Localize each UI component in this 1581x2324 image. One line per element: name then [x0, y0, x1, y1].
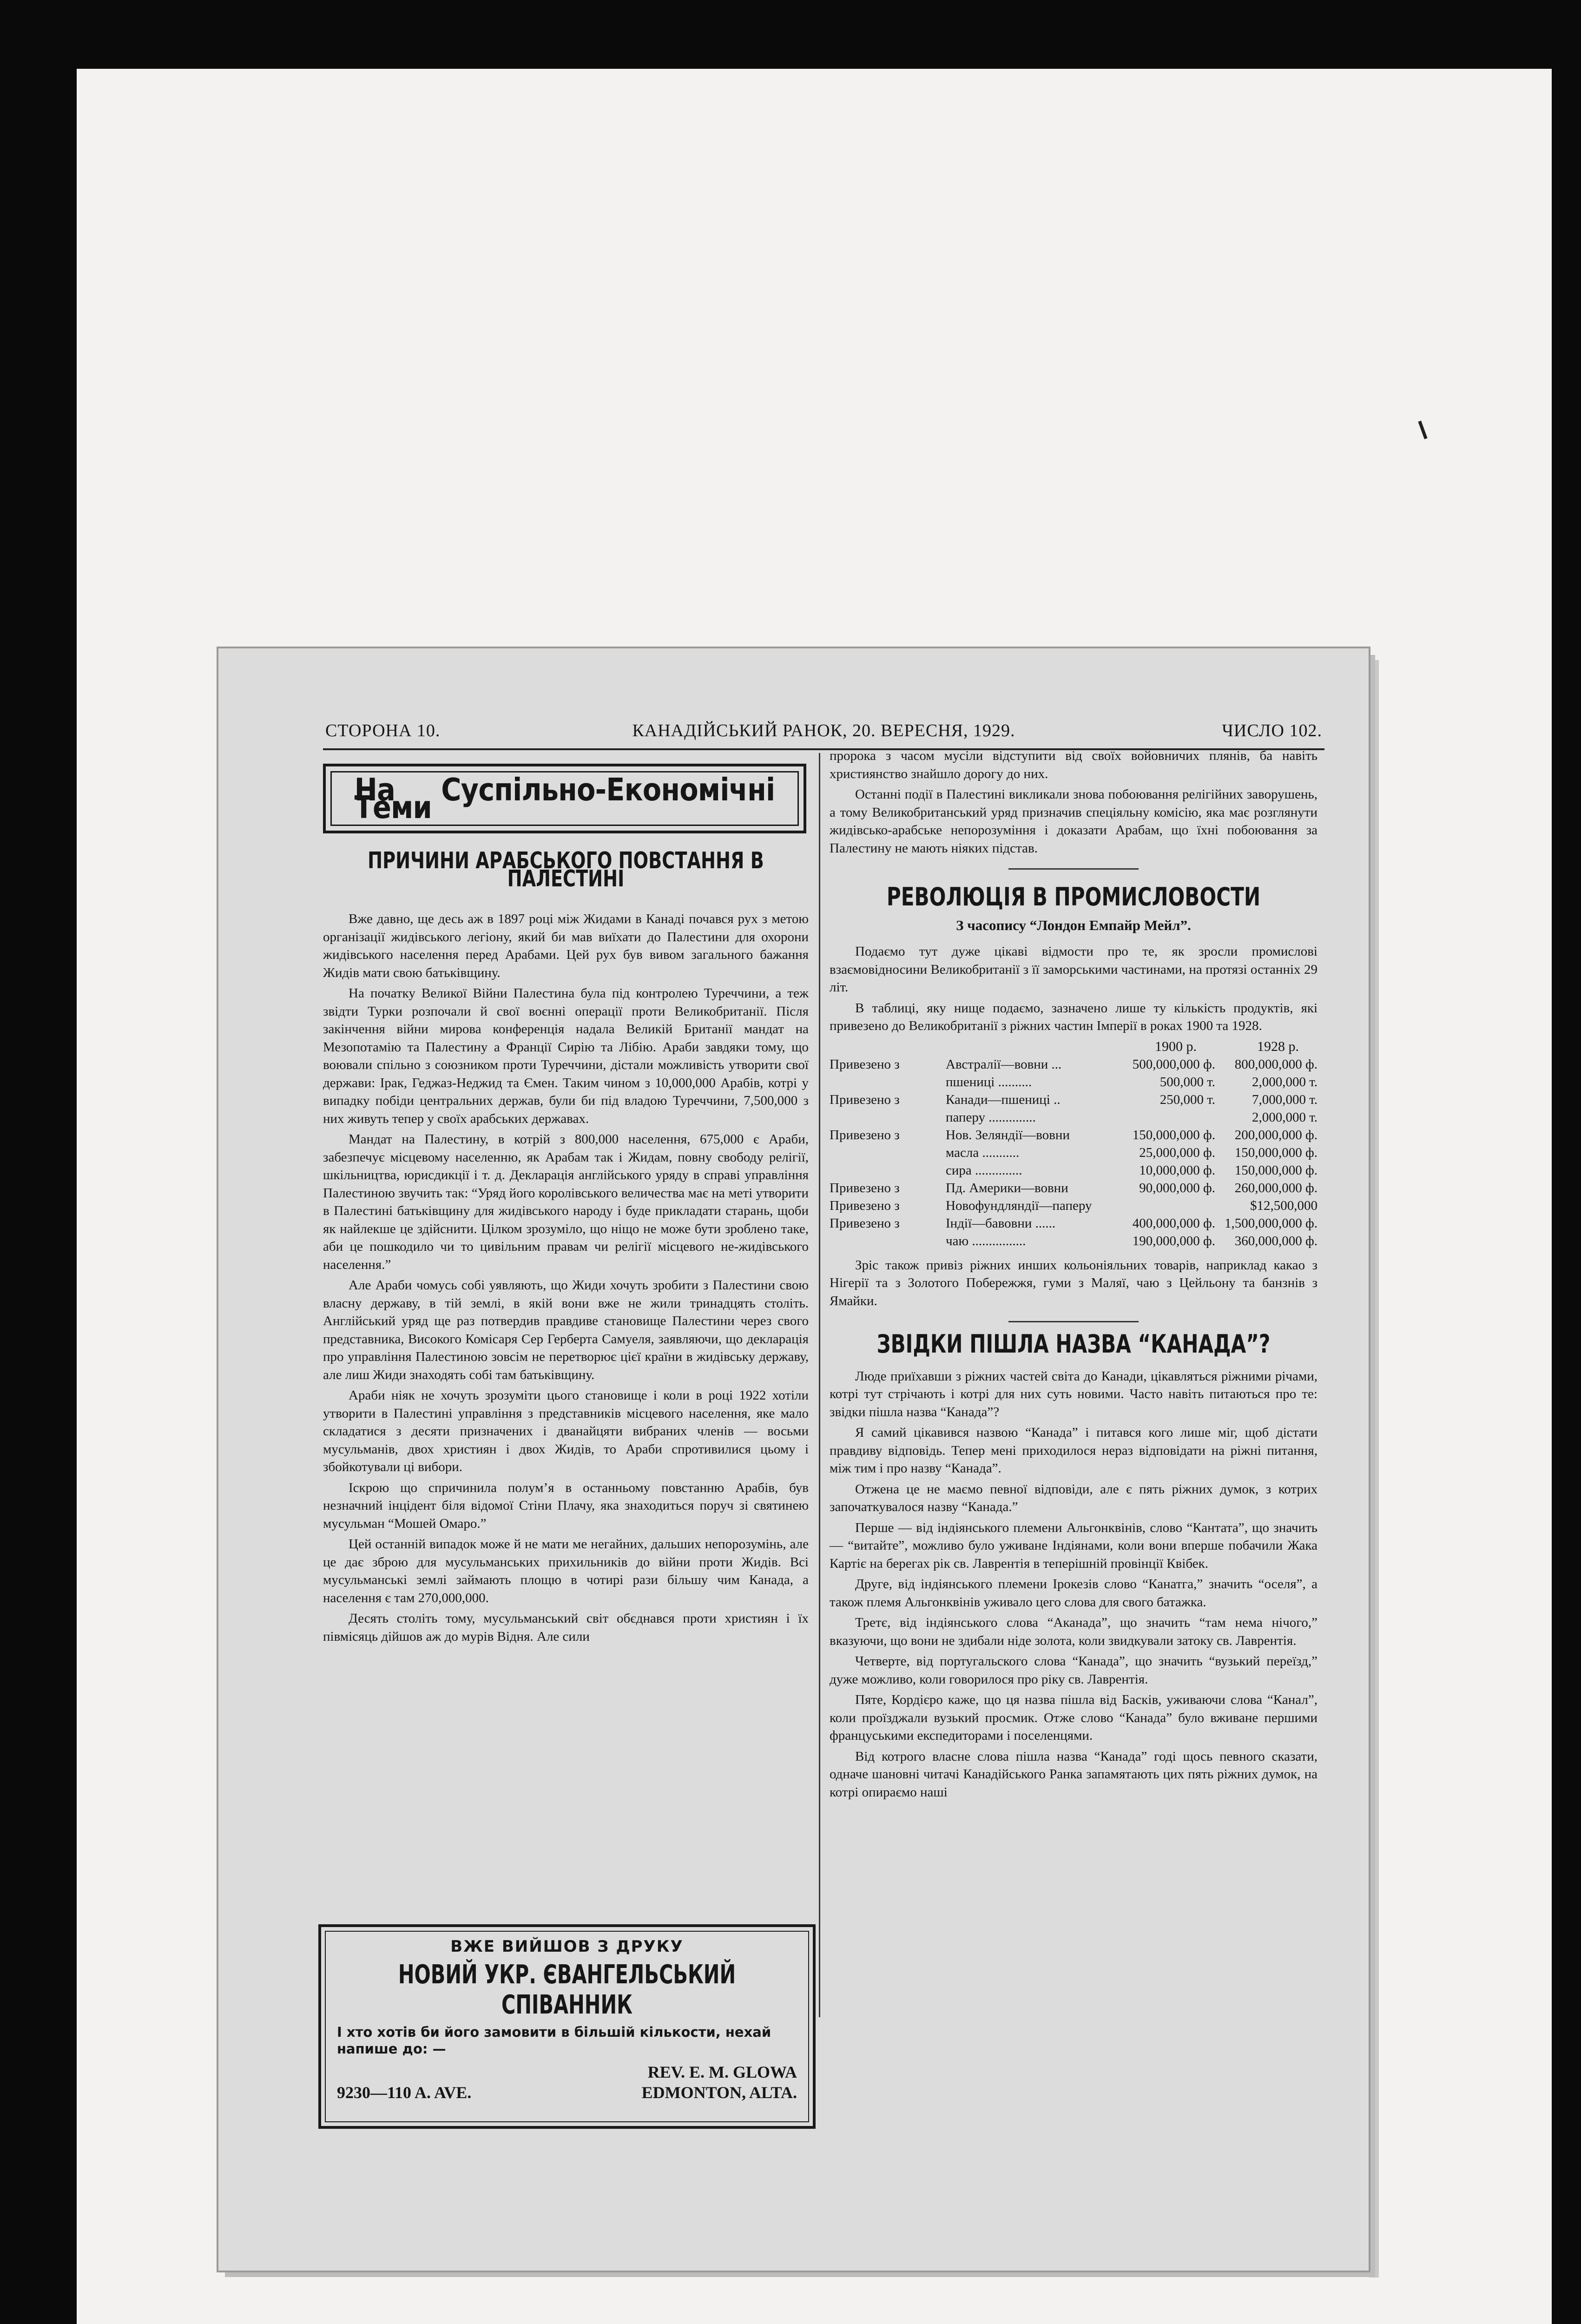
- article-paragraph: Араби ніяк не хочуть зрозуміти цього становище і коли в році 1922 хотіли утворити в Палестині управління з представників місцевого населення, яке мало складатися з десяти призначених і дванайцяти вибраних членів — восьми мусульманів, двох християн і двох Жидів, то Араби спротивилися цьому і збойкотували ці вибори.: [323, 1388, 809, 1474]
- article-paragraph: В таблиці, яку нище подаємо, зазначено лише ту кількість продуктів, які привезено до Великобританії з ріжних частин Імперії в роках 1900 та 1928.: [830, 1000, 1318, 1033]
- row-value-1928: 2,000,000 т.: [1252, 1109, 1318, 1125]
- table-row: [830, 1056, 1318, 1073]
- table-row: [830, 1144, 1318, 1162]
- newspaper-page: [218, 648, 1369, 2271]
- table-row: [830, 1197, 1318, 1215]
- article-paragraph: Люде приїхавши з ріжних частей світа до Канади, цікавляться ріжними річами, котрі тут стрічають і котрі для них суть новими. Часто навіть питаються про те: звідки пішла назва “Канада”?: [830, 1368, 1318, 1419]
- masthead-date: КАНАДІЙСЬКИЙ РАНОК, 20. ВЕРЕСНЯ, 1929.: [632, 721, 1015, 740]
- article-paragraph: Третє, від індіянського слова “Аканада”, що значить “там нема нічого,” вказуючи, що вони не здибали ніде золота, коли звидкували затоку св. Лаврентія.: [830, 1615, 1318, 1648]
- row-value-1928: 200,000,000 ф.: [1234, 1127, 1318, 1142]
- row-label: Привезено з: [830, 1092, 900, 1107]
- row-label: Привезено з: [830, 1198, 900, 1213]
- article-headline-canada: ЗВІДКИ ПІШЛА НАЗВА “КАНАДА”?: [876, 1329, 1271, 1359]
- article-paragraph: Але Араби чомусь собі уявляють, що Жиди хочуть зробити з Палестини свою власну державу, в тій землі, в якій вони вже не жили тринадцять століть. Англійський уряд ще раз потвердив правдиве становище Палестини через свого представника, Високого Комісаря Сер Герберта Самуеля, заявляючи, що декларація про управління Палестиною зовсім не перетворює цієї країни в жидівську державу, але лиш Жиди знаходять собі там батьківщину.: [323, 1278, 809, 1382]
- row-value-1928: 7,000,000 т.: [1252, 1092, 1318, 1107]
- page-header: [325, 720, 1322, 744]
- row-product: чаю ................: [946, 1233, 1026, 1248]
- article-paragraph: Мандат на Палестину, в котрій з 800,000 населення, 675,000 є Араби, забезпечує місцевому населенню, як Арабам так і Жидам, повну свободу релігії, шкільництва, юрисдикції і т. д. Декларація англійського уряду в справі управління Палестиною звучить так: “Уряд його королівського величества має на меті утворити в Палестині батьківщину для жидівського народу і буде прикладати старань, щоби як найлекше це здійснити. Цілком зрозуміло, що ніщо не може бути зроблено таке, аби це пошкодило чи то цивільним правам чи релігії місцевого не-жидівського населення.”: [323, 1132, 809, 1272]
- ad-instructions: І хто хотів би його замовити в більшій кількости, нехай напише до: —: [337, 2024, 771, 2057]
- row-value-1928: 360,000,000 ф.: [1234, 1233, 1318, 1248]
- row-value-1900: 150,000,000 ф.: [1132, 1127, 1215, 1142]
- right-column: [830, 747, 1318, 1804]
- row-product: Індії—бавовни ......: [946, 1215, 1056, 1231]
- row-label: Привезено з: [830, 1180, 900, 1195]
- table-row: [830, 1091, 1318, 1109]
- article-separator: [1008, 1321, 1139, 1322]
- row-product: Нов. Зеляндії—вовни: [946, 1127, 1070, 1142]
- page-number: СТОРОНА 10.: [325, 721, 441, 740]
- ad-announcement: ВЖЕ ВИЙШОВ З ДРУКУ: [450, 1937, 684, 1956]
- page-stack-edge: [1369, 660, 1379, 2278]
- row-product: Пд. Америки—вовни: [946, 1180, 1068, 1195]
- row-value-1900: [1122, 1109, 1215, 1126]
- article-separator: [1008, 868, 1139, 870]
- row-label: Привезено з: [830, 1056, 900, 1072]
- article-paragraph: Іскрою що спричинила полум’я в останньому повстанню Арабів, був незначний інцідент біля відомої Стіни Плачу, яка знаходиться поруч зі святинею мусульман “Мошей Омаро.”: [323, 1480, 809, 1531]
- imports-table: [830, 1038, 1318, 1250]
- row-value-1928: $12,500,000: [1250, 1198, 1318, 1213]
- article-headline-industry: РЕВОЛЮЦІЯ В ПРОМИСЛОВОСТИ: [886, 882, 1261, 911]
- row-product: паперу ..............: [946, 1109, 1036, 1125]
- row-label: Привезено з: [830, 1215, 900, 1231]
- row-product: Канади—пшениці ..: [946, 1092, 1061, 1107]
- row-value-1900: 190,000,000 ф.: [1132, 1233, 1215, 1248]
- article-headline-arab-uprising: ПРИЧИНИ АРАБСЬКОГО ПОВСТАННЯ В ПАЛЕСТИНІ: [368, 847, 764, 892]
- article-paragraph: На початку Великої Війни Палестина була під контролею Туреччини, а теж звідти Турки розпочали й свої воєнні операції проти Великобританії. Після закінчення війни мирова конференція надала Великій Британії мандат на Мезопотамію та Палестину а Франції Сирію та Лібію. Араби завдяки тому, що воювали спільно з союзником проти Туреччини, дістали можливість утворити свої держави: Ірак, Геджаз-Неджид та Ємен. Таким чином з 10,000,000 Арабів, котрі у випадку побіди центральних держав, були би під владою Туреччини, 7,500,000 з них живуть тепер у своїх арабських державах.: [323, 986, 809, 1126]
- row-value-1928: 1,500,000,000 ф.: [1224, 1215, 1318, 1231]
- row-label: Привезено з: [830, 1127, 900, 1142]
- section-banner: [323, 764, 806, 833]
- column-divider: [819, 753, 820, 2017]
- row-value-1900: 10,000,000 ф.: [1139, 1162, 1215, 1178]
- row-value-1900: [1122, 1197, 1215, 1215]
- row-value-1928: 150,000,000 ф.: [1234, 1162, 1318, 1178]
- issue-number: ЧИСЛО 102.: [1222, 721, 1322, 740]
- article-paragraph: Я самий цікавився назвою “Канада” і питався кого лише міг, щоб дістати правдиву відповідь. Тепер мені приходилося нераз відповідати на ріжні питання, між тим і про назву “Канада”.: [830, 1425, 1318, 1476]
- row-label: [830, 1109, 946, 1126]
- ad-title: НОВИЙ УКР. ЄВАНГЕЛЬСЬКИЙ СПІВАННИК: [398, 1960, 736, 2020]
- article-paragraph: Отжена це не маємо певної відповіди, але є пять ріжних думок, з котрих започаткувалося назву “Канада.”: [830, 1481, 1318, 1514]
- row-value-1900: 400,000,000 ф.: [1132, 1215, 1215, 1231]
- row-value-1928: 150,000,000 ф.: [1234, 1145, 1318, 1160]
- row-label: [830, 1232, 946, 1250]
- article-paragraph: Подаємо тут дуже цікаві відмости про те, як зросли промислові взаємовідносини Великобританії з її заморськими частинами, на протязі останніх 29 літ.: [830, 944, 1318, 995]
- continuation-paragraph: пророка з часом мусіли відступити від своїх войовничих плянів, ба навіть християнство знайшло дорогу до них.: [830, 748, 1318, 781]
- article-paragraph: Від котрого власне слова пішла назва “Канада” годі щось певного сказати, одначе шановні читачі Канадійського Ранка запамятають цих пять ріжних думок, на котрі опираємо наші: [830, 1749, 1318, 1800]
- article-paragraph: Перше — від індіянського племени Альгонквінів, слово “Кантата”, що значить — “витайте”, можливо було уживане Індіянами, коли вони вперше побачили Жака Картіє на берегах рік св. Лаврентія в теперішній провінції Квібек.: [830, 1520, 1318, 1571]
- row-value-1900: 500,000,000 ф.: [1132, 1056, 1215, 1072]
- year-1928-header: 1928 р.: [1257, 1038, 1299, 1054]
- hymnal-advertisement: [318, 1924, 816, 2129]
- table-row: [830, 1109, 1318, 1126]
- row-value-1928: 2,000,000 т.: [1252, 1074, 1318, 1089]
- row-label: [830, 1073, 946, 1091]
- row-product: Австралії—вовни ...: [946, 1056, 1062, 1072]
- table-row: [830, 1179, 1318, 1197]
- year-1900-header: 1900 р.: [1155, 1038, 1197, 1054]
- row-label: [830, 1162, 946, 1179]
- table-row: [830, 1073, 1318, 1091]
- table-row: [830, 1215, 1318, 1232]
- table-header-row: [830, 1038, 1318, 1056]
- ad-street: 9230—110 A. AVE.: [337, 2083, 472, 2102]
- section-banner-title: На Суспільно-Економічні Теми: [354, 771, 775, 825]
- row-product: сира ..............: [946, 1162, 1022, 1178]
- row-value-1928: 260,000,000 ф.: [1234, 1180, 1318, 1195]
- row-value-1900: 90,000,000 ф.: [1139, 1180, 1215, 1195]
- article-paragraph: Четверте, від португальского слова “Канада”, що значить “вузький переїзд,” дуже можливо, коли говорилося про ріку св. Лаврентія.: [830, 1654, 1318, 1687]
- row-product: пшениці ..........: [946, 1074, 1032, 1089]
- row-value-1900: 25,000,000 ф.: [1139, 1145, 1215, 1160]
- table-row: [830, 1232, 1318, 1250]
- ad-contact-row: [337, 2062, 797, 2082]
- article-paragraph: Вже давно, ще десь аж в 1897 році між Жидами в Канаді почався рух з метою організації жидівського легіону, який би мав виїхати до Палестини для охорони жидівського населення перед Арабами. Цей рух був вивом загального бажання Жидів мати свою батьківщину.: [323, 911, 809, 980]
- article-paragraph: Друге, від індіянського племени Ірокезів слово “Канатга,” значить “оселя”, а також племя Альгонквінів уживало цего слова для свого батажка.: [830, 1577, 1318, 1610]
- row-label: [830, 1144, 946, 1162]
- row-value-1900: 250,000 т.: [1159, 1092, 1215, 1107]
- table-row: [830, 1126, 1318, 1144]
- row-value-1928: 800,000,000 ф.: [1234, 1056, 1318, 1072]
- row-product: Новофундляндії—паперу: [946, 1198, 1092, 1213]
- article-paragraph: Десять століть тому, мусульманський світ обєднався проти християн і їх півмісяць дійшов аж до мурів Відня. Але сили: [323, 1611, 809, 1644]
- article-paragraph: Цей останній випадок може й не мати ме негайних, дальших непорозумінь, але це дає зброю для мусульманських прихильників до війни проти Жидів. Всі мусульманські землі займають площю в чотирі рази більшу чим Канада, а населення є там 270,000,000.: [323, 1537, 809, 1605]
- left-column: [323, 764, 809, 1648]
- article-paragraph: Зріс також привіз ріжних инших кольоніяльних товарів, наприклад какао з Нігерії та з Золотого Побережжя, гуми з Маляї, чаю з Цейльону та банзнів з Ямайки.: [830, 1257, 1318, 1308]
- row-value-1900: 500,000 т.: [1159, 1074, 1215, 1089]
- continuation-paragraph: Останні події в Палестині викликали знова побоювання релігійних заворушень, а тому Великобританський уряд призначив спеціяльну комісію, яка має розглянути жидівсько-арабське непорозуміння і доказати Арабам, що їхні побоювання за Палестину не мають ніяких підстав.: [830, 787, 1318, 856]
- ad-contact-name: REV. E. M. GLOWA: [647, 2063, 797, 2081]
- article-paragraph: Пяте, Кордієро каже, що ця назва пішла від Басків, уживаючи слова “Канал”, коли проїзджали вузький просмик. Отже слово “Канада” було вживане першими француськими експедиторами і поселенцями.: [830, 1692, 1318, 1743]
- ad-city: EDMONTON, ALTA.: [641, 2083, 797, 2102]
- article-source: З часопису “Лондон Емпайр Мейл”.: [956, 917, 1191, 933]
- table-row: [830, 1162, 1318, 1179]
- row-product: масла ...........: [946, 1145, 1020, 1160]
- ad-address-row: [337, 2082, 797, 2103]
